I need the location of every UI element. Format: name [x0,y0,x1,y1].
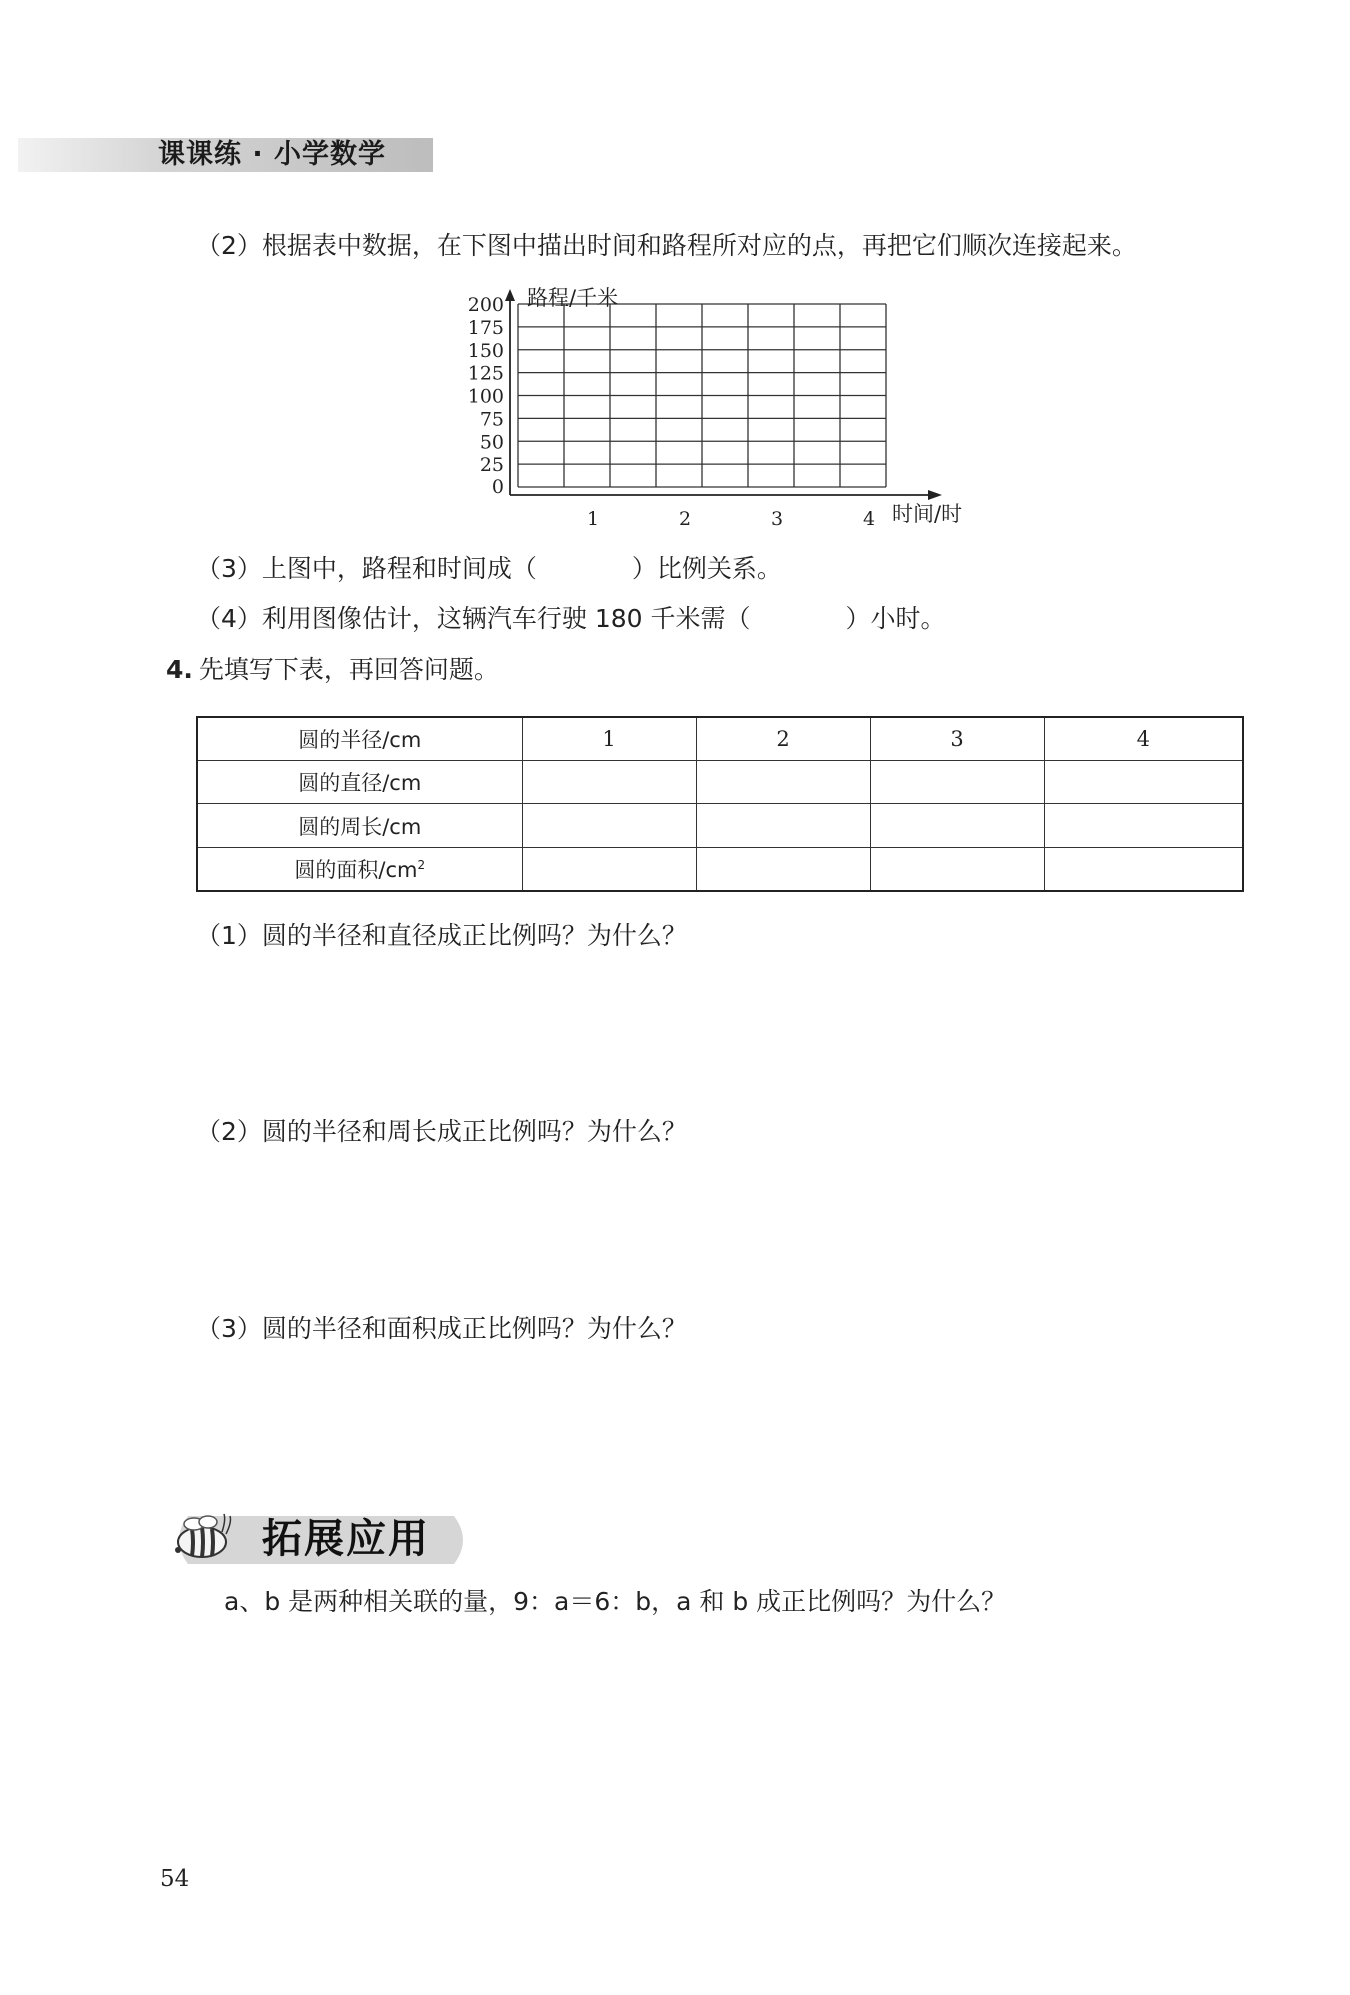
question-3-part-2: （2）根据表中数据，在下图中描出时间和路程所对应的点，再把它们顺次连接起来。 [196,231,1137,260]
table-cell[interactable] [522,847,696,891]
table-cell[interactable] [870,847,1044,891]
y-tick-label: 100 [467,385,504,408]
question-3-part-3-after: ）比例关系。 [631,554,782,583]
question-4 [166,654,499,686]
table-cell: 4 [1044,717,1243,761]
y-axis-arrow [505,289,515,301]
page-number: 54 [160,1866,190,1892]
question-4-text: 先填写下表，再回答问题。 [198,655,499,684]
row-label: 圆的直径/cm [197,761,522,804]
question-4-part-2: （2）圆的半径和周长成正比例吗？为什么？ [196,1117,687,1146]
circle-table [196,716,1244,892]
question-4-part-1: （1）圆的半径和直径成正比例吗？为什么？ [196,921,687,950]
y-tick-label: 0 [491,476,504,498]
question-3-part-3 [196,553,782,585]
table-cell[interactable] [1044,804,1243,847]
table-cell[interactable] [696,847,870,891]
table-cell[interactable] [1044,761,1243,804]
table-cell: 3 [870,717,1044,761]
x-tick-label: 2 [678,508,692,530]
table-cell[interactable] [522,761,696,804]
table-cell[interactable] [870,804,1044,847]
chart-grid [518,304,886,487]
distance-time-chart [440,285,1000,535]
table-cell[interactable] [696,804,870,847]
table-cell[interactable] [522,804,696,847]
x-tick-label: 3 [770,508,784,530]
question-4-part-3: （3）圆的半径和面积成正比例吗？为什么？ [196,1314,687,1343]
table-row [197,847,1243,891]
table-cell: 1 [522,717,696,761]
y-tick-label: 125 [467,362,504,385]
question-3-part-4-after: ）小时。 [845,604,946,633]
row-label: 圆的半径/cm [197,717,522,761]
question-3-part-4 [196,603,946,635]
row-label: 圆的周长/cm [197,804,522,847]
y-tick-label: 50 [479,431,504,454]
x-tick-label: 4 [862,508,876,530]
y-tick-label: 75 [479,408,504,431]
table-row [197,761,1243,804]
chart-y-ticks [468,294,504,498]
table-cell[interactable] [1044,847,1243,891]
table-cell[interactable] [696,761,870,804]
chart-x-ticks [587,508,875,530]
table-cell[interactable] [870,761,1044,804]
y-tick-label: 150 [467,339,504,362]
row-label-text: 圆的面积/cm [294,857,418,882]
row-label [197,847,522,891]
section-title: 拓展应用 [262,1516,430,1562]
table-row [197,717,1243,761]
question-3-part-3-before: （3）上图中，路程和时间成（ [196,554,537,583]
table-cell: 2 [696,717,870,761]
header-title: 课课练 · 小学数学 [158,139,387,170]
chart-axes [505,289,942,500]
y-tick-label: 175 [467,316,504,339]
question-4-number: 4. [166,655,193,684]
chart-x-label: 时间/时 [892,502,963,526]
x-tick-label: 1 [586,508,600,530]
chart-y-label: 路程/千米 [527,286,619,310]
extension-question: a、b 是两种相关联的量，9：a＝6：b，a 和 b 成正比例吗？为什么？ [224,1587,1007,1616]
x-axis-arrow [928,490,942,500]
question-3-part-4-before: （4）利用图像估计，这辆汽车行驶 180 千米需（ [196,604,751,633]
y-tick-label: 25 [479,454,504,477]
y-tick-label: 200 [467,294,504,316]
table-row [197,804,1243,847]
row-label-superscript: 2 [417,857,426,872]
